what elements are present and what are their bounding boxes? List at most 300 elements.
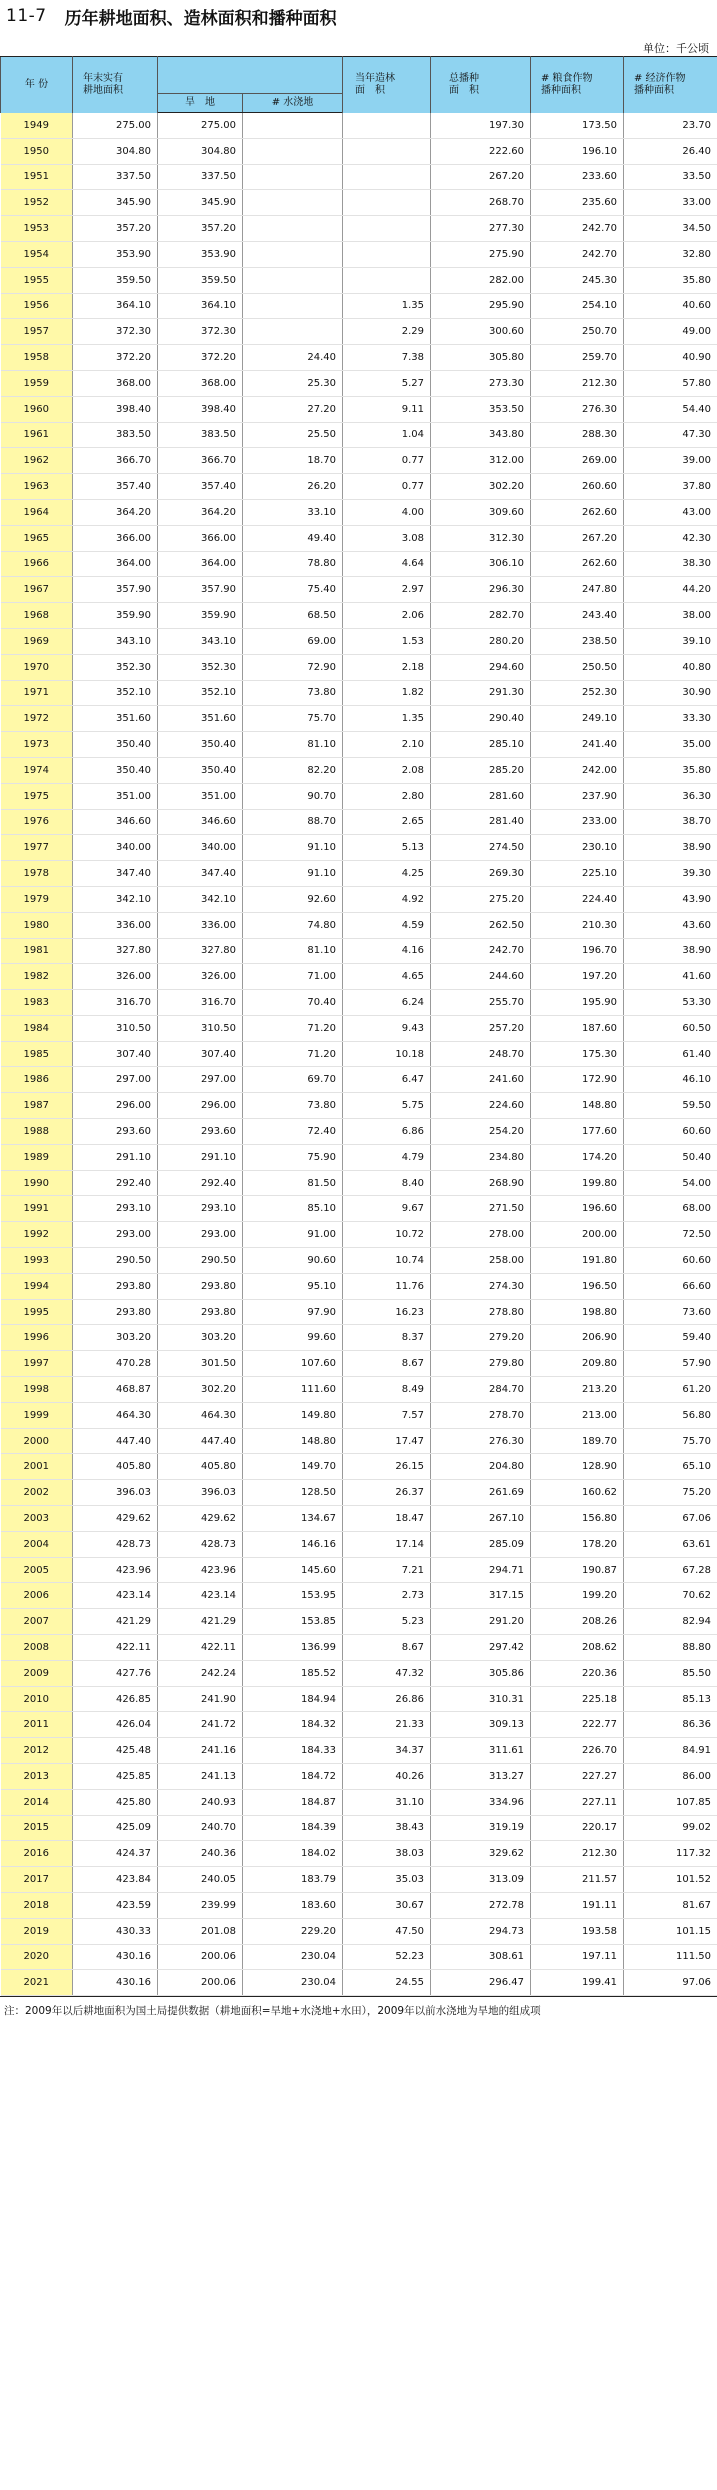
cell-arable: 352.30 [73, 654, 158, 680]
cell-sown: 282.70 [431, 603, 531, 629]
cell-year: 1955 [1, 267, 73, 293]
cell-dry: 201.08 [158, 1918, 243, 1944]
cell-year: 1950 [1, 138, 73, 164]
cell-dry: 303.20 [158, 1325, 243, 1351]
cell-irrigated: 82.20 [243, 757, 343, 783]
table-row [1, 1944, 717, 1970]
cell-year: 1978 [1, 861, 73, 887]
cell-sown: 297.42 [431, 1635, 531, 1661]
cell-cash: 73.60 [624, 1299, 717, 1325]
cell-irrigated: 95.10 [243, 1273, 343, 1299]
cell-cash: 60.60 [624, 1248, 717, 1274]
cell-sown: 294.71 [431, 1557, 531, 1583]
cell-dry: 316.70 [158, 990, 243, 1016]
cell-irrigated: 74.80 [243, 912, 343, 938]
unit-label: 单位：千公顷 [643, 42, 709, 55]
table-row [1, 241, 717, 267]
cell-sown: 296.30 [431, 577, 531, 603]
cell-arable: 372.20 [73, 345, 158, 371]
cell-grain: 156.80 [531, 1506, 624, 1532]
cell-irrigated: 107.60 [243, 1351, 343, 1377]
cell-irrigated: 71.20 [243, 1015, 343, 1041]
cell-year: 1992 [1, 1222, 73, 1248]
cell-cash: 35.80 [624, 757, 717, 783]
cell-grain: 197.20 [531, 964, 624, 990]
cell-irrigated: 128.50 [243, 1480, 343, 1506]
table-row [1, 1170, 717, 1196]
cell-sown: 311.61 [431, 1738, 531, 1764]
cell-grain: 267.20 [531, 525, 624, 551]
table-row [1, 1041, 717, 1067]
cell-year: 1986 [1, 1067, 73, 1093]
cell-dry: 359.50 [158, 267, 243, 293]
cell-afforest: 5.75 [343, 1093, 431, 1119]
header-grain [531, 57, 624, 113]
cell-grain: 199.41 [531, 1970, 624, 1996]
table-row [1, 1712, 717, 1738]
cell-sown: 222.60 [431, 138, 531, 164]
cell-dry: 353.90 [158, 241, 243, 267]
cell-sown: 276.30 [431, 1428, 531, 1454]
cell-sown: 244.60 [431, 964, 531, 990]
cell-cash: 46.10 [624, 1067, 717, 1093]
cell-year: 1991 [1, 1196, 73, 1222]
header-cash [624, 57, 717, 113]
cell-grain: 209.80 [531, 1351, 624, 1377]
cell-irrigated: 25.30 [243, 370, 343, 396]
cell-cash: 37.80 [624, 474, 717, 500]
cell-grain: 252.30 [531, 680, 624, 706]
header-arable-text: 年末实有 耕地面积 [83, 72, 123, 96]
cell-dry: 352.10 [158, 680, 243, 706]
cell-grain: 237.90 [531, 783, 624, 809]
header-sown-text: 总播种 面 积 [449, 72, 479, 96]
header-grain-text: # 粮食作物 播种面积 [541, 72, 593, 96]
cell-grain: 187.60 [531, 1015, 624, 1041]
table-header [1, 57, 717, 113]
cell-arable: 447.40 [73, 1428, 158, 1454]
cell-cash: 111.50 [624, 1944, 717, 1970]
cell-arable: 357.40 [73, 474, 158, 500]
cell-dry: 347.40 [158, 861, 243, 887]
cell-sown: 278.80 [431, 1299, 531, 1325]
cell-sown: 197.30 [431, 113, 531, 139]
cell-irrigated: 184.39 [243, 1815, 343, 1841]
cell-arable: 425.09 [73, 1815, 158, 1841]
cell-sown: 277.30 [431, 216, 531, 242]
cell-afforest: 10.74 [343, 1248, 431, 1274]
cell-grain: 227.27 [531, 1764, 624, 1790]
cell-afforest [343, 138, 431, 164]
cell-arable: 310.50 [73, 1015, 158, 1041]
cell-dry: 240.93 [158, 1789, 243, 1815]
cell-grain: 212.30 [531, 370, 624, 396]
cell-cash: 23.70 [624, 113, 717, 139]
cell-year: 2018 [1, 1892, 73, 1918]
cell-sown: 271.50 [431, 1196, 531, 1222]
table-row [1, 680, 717, 706]
cell-sown: 296.47 [431, 1970, 531, 1996]
cell-sown: 254.20 [431, 1119, 531, 1145]
table-row [1, 1506, 717, 1532]
cell-sown: 317.15 [431, 1583, 531, 1609]
table-row [1, 654, 717, 680]
cell-grain: 191.11 [531, 1892, 624, 1918]
cell-dry: 340.00 [158, 835, 243, 861]
table-row [1, 1557, 717, 1583]
cell-cash: 39.30 [624, 861, 717, 887]
cell-dry: 241.72 [158, 1712, 243, 1738]
cell-cash: 53.30 [624, 990, 717, 1016]
cell-year: 2012 [1, 1738, 73, 1764]
table-row [1, 1686, 717, 1712]
cell-afforest: 9.43 [343, 1015, 431, 1041]
cell-sown: 285.10 [431, 732, 531, 758]
cell-cash: 43.00 [624, 499, 717, 525]
table-row [1, 113, 717, 139]
cell-irrigated: 33.10 [243, 499, 343, 525]
cell-grain: 178.20 [531, 1531, 624, 1557]
table-row [1, 1248, 717, 1274]
cell-afforest: 4.16 [343, 938, 431, 964]
cell-afforest [343, 241, 431, 267]
table-row [1, 1067, 717, 1093]
cell-grain: 210.30 [531, 912, 624, 938]
cell-afforest: 16.23 [343, 1299, 431, 1325]
cell-sown: 262.50 [431, 912, 531, 938]
table-row [1, 1402, 717, 1428]
cell-arable: 336.00 [73, 912, 158, 938]
cell-sown: 313.09 [431, 1867, 531, 1893]
cell-arable: 343.10 [73, 628, 158, 654]
cell-year: 1997 [1, 1351, 73, 1377]
table-row [1, 757, 717, 783]
cell-cash: 117.32 [624, 1841, 717, 1867]
cell-arable: 425.48 [73, 1738, 158, 1764]
cell-irrigated: 90.60 [243, 1248, 343, 1274]
cell-irrigated [243, 138, 343, 164]
cell-year: 2013 [1, 1764, 73, 1790]
cell-arable: 425.80 [73, 1789, 158, 1815]
cell-grain: 198.80 [531, 1299, 624, 1325]
cell-arable: 464.30 [73, 1402, 158, 1428]
cell-sown: 310.31 [431, 1686, 531, 1712]
cell-year: 1987 [1, 1093, 73, 1119]
cell-afforest [343, 190, 431, 216]
cell-irrigated: 68.50 [243, 603, 343, 629]
table-row [1, 138, 717, 164]
cell-grain: 196.10 [531, 138, 624, 164]
cell-arable: 347.40 [73, 861, 158, 887]
cell-dry: 241.16 [158, 1738, 243, 1764]
cell-cash: 82.94 [624, 1609, 717, 1635]
cell-irrigated: 71.20 [243, 1041, 343, 1067]
header-irrigated: # 水浇地 [243, 94, 343, 113]
cell-arable: 364.10 [73, 293, 158, 319]
cell-afforest: 5.23 [343, 1609, 431, 1635]
cell-grain: 235.60 [531, 190, 624, 216]
cell-year: 2017 [1, 1867, 73, 1893]
cell-arable: 430.33 [73, 1918, 158, 1944]
cell-afforest: 38.43 [343, 1815, 431, 1841]
table-row [1, 732, 717, 758]
cell-grain: 177.60 [531, 1119, 624, 1145]
cell-cash: 39.00 [624, 448, 717, 474]
cell-cash: 39.10 [624, 628, 717, 654]
cell-grain: 230.10 [531, 835, 624, 861]
cell-year: 1977 [1, 835, 73, 861]
cell-cash: 43.90 [624, 886, 717, 912]
cell-arable: 429.62 [73, 1506, 158, 1532]
cell-dry: 366.00 [158, 525, 243, 551]
cell-sown: 272.78 [431, 1892, 531, 1918]
table-row [1, 1273, 717, 1299]
cell-dry: 200.06 [158, 1970, 243, 1996]
cell-year: 1989 [1, 1144, 73, 1170]
cell-year: 1979 [1, 886, 73, 912]
cell-cash: 40.90 [624, 345, 717, 371]
cell-year: 1963 [1, 474, 73, 500]
cell-grain: 148.80 [531, 1093, 624, 1119]
cell-dry: 310.50 [158, 1015, 243, 1041]
cell-arable: 424.37 [73, 1841, 158, 1867]
cell-sown: 294.60 [431, 654, 531, 680]
cell-grain: 191.80 [531, 1248, 624, 1274]
table-row [1, 809, 717, 835]
cell-irrigated: 185.52 [243, 1660, 343, 1686]
cell-irrigated: 88.70 [243, 809, 343, 835]
cell-dry: 352.30 [158, 654, 243, 680]
cell-afforest: 2.10 [343, 732, 431, 758]
cell-cash: 33.30 [624, 706, 717, 732]
cell-afforest: 26.86 [343, 1686, 431, 1712]
cell-arable: 383.50 [73, 422, 158, 448]
cell-sown: 285.09 [431, 1531, 531, 1557]
cell-sown: 275.90 [431, 241, 531, 267]
table-row [1, 499, 717, 525]
cell-sown: 343.80 [431, 422, 531, 448]
cell-grain: 242.70 [531, 241, 624, 267]
table-row [1, 293, 717, 319]
cell-sown: 279.20 [431, 1325, 531, 1351]
table-number: 11-7 [6, 6, 47, 26]
cell-dry: 357.90 [158, 577, 243, 603]
cell-dry: 343.10 [158, 628, 243, 654]
table-row [1, 1583, 717, 1609]
cell-irrigated: 69.00 [243, 628, 343, 654]
cell-cash: 59.40 [624, 1325, 717, 1351]
cell-grain: 243.40 [531, 603, 624, 629]
cell-arable: 366.70 [73, 448, 158, 474]
cell-afforest [343, 113, 431, 139]
cell-irrigated: 26.20 [243, 474, 343, 500]
cell-dry: 372.20 [158, 345, 243, 371]
cell-year: 2009 [1, 1660, 73, 1686]
cell-sown: 278.00 [431, 1222, 531, 1248]
cell-arable: 423.96 [73, 1557, 158, 1583]
cell-sown: 309.60 [431, 499, 531, 525]
cell-afforest: 1.35 [343, 293, 431, 319]
cell-arable: 340.00 [73, 835, 158, 861]
cell-irrigated: 81.50 [243, 1170, 343, 1196]
cell-irrigated: 183.79 [243, 1867, 343, 1893]
cell-arable: 422.11 [73, 1635, 158, 1661]
cell-irrigated: 81.10 [243, 732, 343, 758]
cell-afforest: 8.67 [343, 1635, 431, 1661]
table-row [1, 370, 717, 396]
cell-year: 2021 [1, 1970, 73, 1996]
title-bar [0, 0, 717, 32]
cell-sown: 313.27 [431, 1764, 531, 1790]
table-row [1, 474, 717, 500]
cell-arable: 368.00 [73, 370, 158, 396]
cell-afforest: 2.18 [343, 654, 431, 680]
cell-afforest: 34.37 [343, 1738, 431, 1764]
cell-dry: 275.00 [158, 113, 243, 139]
cell-year: 1964 [1, 499, 73, 525]
cell-irrigated: 85.10 [243, 1196, 343, 1222]
cell-arable: 353.90 [73, 241, 158, 267]
cell-irrigated [243, 241, 343, 267]
cell-year: 2008 [1, 1635, 73, 1661]
cell-arable: 342.10 [73, 886, 158, 912]
cell-sown: 261.69 [431, 1480, 531, 1506]
cell-afforest: 38.03 [343, 1841, 431, 1867]
table-row [1, 525, 717, 551]
table-row [1, 267, 717, 293]
cell-arable: 293.60 [73, 1119, 158, 1145]
cell-cash: 75.20 [624, 1480, 717, 1506]
cell-grain: 173.50 [531, 113, 624, 139]
cell-grain: 242.70 [531, 216, 624, 242]
cell-arable: 327.80 [73, 938, 158, 964]
cell-cash: 38.00 [624, 603, 717, 629]
cell-irrigated: 27.20 [243, 396, 343, 422]
cell-arable: 304.80 [73, 138, 158, 164]
cell-arable: 351.00 [73, 783, 158, 809]
cell-grain: 172.90 [531, 1067, 624, 1093]
data-table [0, 56, 717, 1996]
cell-dry: 240.05 [158, 1867, 243, 1893]
cell-dry: 239.99 [158, 1892, 243, 1918]
cell-arable: 345.90 [73, 190, 158, 216]
cell-year: 1981 [1, 938, 73, 964]
cell-irrigated [243, 267, 343, 293]
cell-dry: 337.50 [158, 164, 243, 190]
cell-afforest: 4.00 [343, 499, 431, 525]
cell-afforest: 5.27 [343, 370, 431, 396]
cell-afforest: 26.15 [343, 1454, 431, 1480]
cell-sown: 267.20 [431, 164, 531, 190]
table-row [1, 190, 717, 216]
cell-year: 2002 [1, 1480, 73, 1506]
cell-irrigated: 229.20 [243, 1918, 343, 1944]
cell-afforest: 4.79 [343, 1144, 431, 1170]
cell-dry: 428.73 [158, 1531, 243, 1557]
cell-sown: 275.20 [431, 886, 531, 912]
cell-arable: 364.00 [73, 551, 158, 577]
cell-cash: 43.60 [624, 912, 717, 938]
cell-cash: 101.52 [624, 1867, 717, 1893]
cell-sown: 334.96 [431, 1789, 531, 1815]
cell-grain: 199.80 [531, 1170, 624, 1196]
cell-dry: 366.70 [158, 448, 243, 474]
cell-arable: 292.40 [73, 1170, 158, 1196]
cell-grain: 206.90 [531, 1325, 624, 1351]
cell-sown: 312.30 [431, 525, 531, 551]
cell-year: 2004 [1, 1531, 73, 1557]
cell-cash: 66.60 [624, 1273, 717, 1299]
cell-year: 1952 [1, 190, 73, 216]
cell-sown: 305.86 [431, 1660, 531, 1686]
cell-sown: 319.19 [431, 1815, 531, 1841]
cell-year: 1974 [1, 757, 73, 783]
cell-afforest [343, 267, 431, 293]
cell-irrigated: 91.10 [243, 835, 343, 861]
cell-dry: 307.40 [158, 1041, 243, 1067]
table-row [1, 1196, 717, 1222]
cell-cash: 32.80 [624, 241, 717, 267]
cell-cash: 57.80 [624, 370, 717, 396]
cell-dry: 383.50 [158, 422, 243, 448]
cell-sown: 278.70 [431, 1402, 531, 1428]
header-dry: 旱 地 [158, 94, 243, 113]
table-row [1, 396, 717, 422]
table-row [1, 938, 717, 964]
cell-cash: 44.20 [624, 577, 717, 603]
cell-cash: 88.80 [624, 1635, 717, 1661]
cell-afforest: 6.47 [343, 1067, 431, 1093]
cell-grain: 222.77 [531, 1712, 624, 1738]
cell-afforest: 21.33 [343, 1712, 431, 1738]
cell-irrigated: 111.60 [243, 1377, 343, 1403]
cell-sown: 309.13 [431, 1712, 531, 1738]
cell-grain: 224.40 [531, 886, 624, 912]
cell-afforest: 8.49 [343, 1377, 431, 1403]
cell-cash: 42.30 [624, 525, 717, 551]
table-row [1, 319, 717, 345]
cell-dry: 296.00 [158, 1093, 243, 1119]
cell-grain: 196.70 [531, 938, 624, 964]
cell-cash: 99.02 [624, 1815, 717, 1841]
cell-irrigated: 73.80 [243, 1093, 343, 1119]
cell-afforest: 9.67 [343, 1196, 431, 1222]
cell-year: 1975 [1, 783, 73, 809]
cell-year: 1962 [1, 448, 73, 474]
table-row [1, 1222, 717, 1248]
table-row [1, 603, 717, 629]
cell-sown: 258.00 [431, 1248, 531, 1274]
cell-afforest: 1.04 [343, 422, 431, 448]
cell-grain: 175.30 [531, 1041, 624, 1067]
cell-irrigated: 75.40 [243, 577, 343, 603]
cell-cash: 61.40 [624, 1041, 717, 1067]
cell-afforest: 47.32 [343, 1660, 431, 1686]
table-row [1, 706, 717, 732]
cell-irrigated: 97.90 [243, 1299, 343, 1325]
cell-year: 1990 [1, 1170, 73, 1196]
cell-sown: 273.30 [431, 370, 531, 396]
cell-cash: 30.90 [624, 680, 717, 706]
cell-year: 1999 [1, 1402, 73, 1428]
cell-sown: 274.50 [431, 835, 531, 861]
cell-cash: 38.30 [624, 551, 717, 577]
cell-dry: 293.80 [158, 1299, 243, 1325]
cell-afforest: 7.38 [343, 345, 431, 371]
cell-afforest: 0.77 [343, 448, 431, 474]
cell-dry: 396.03 [158, 1480, 243, 1506]
cell-dry: 342.10 [158, 886, 243, 912]
